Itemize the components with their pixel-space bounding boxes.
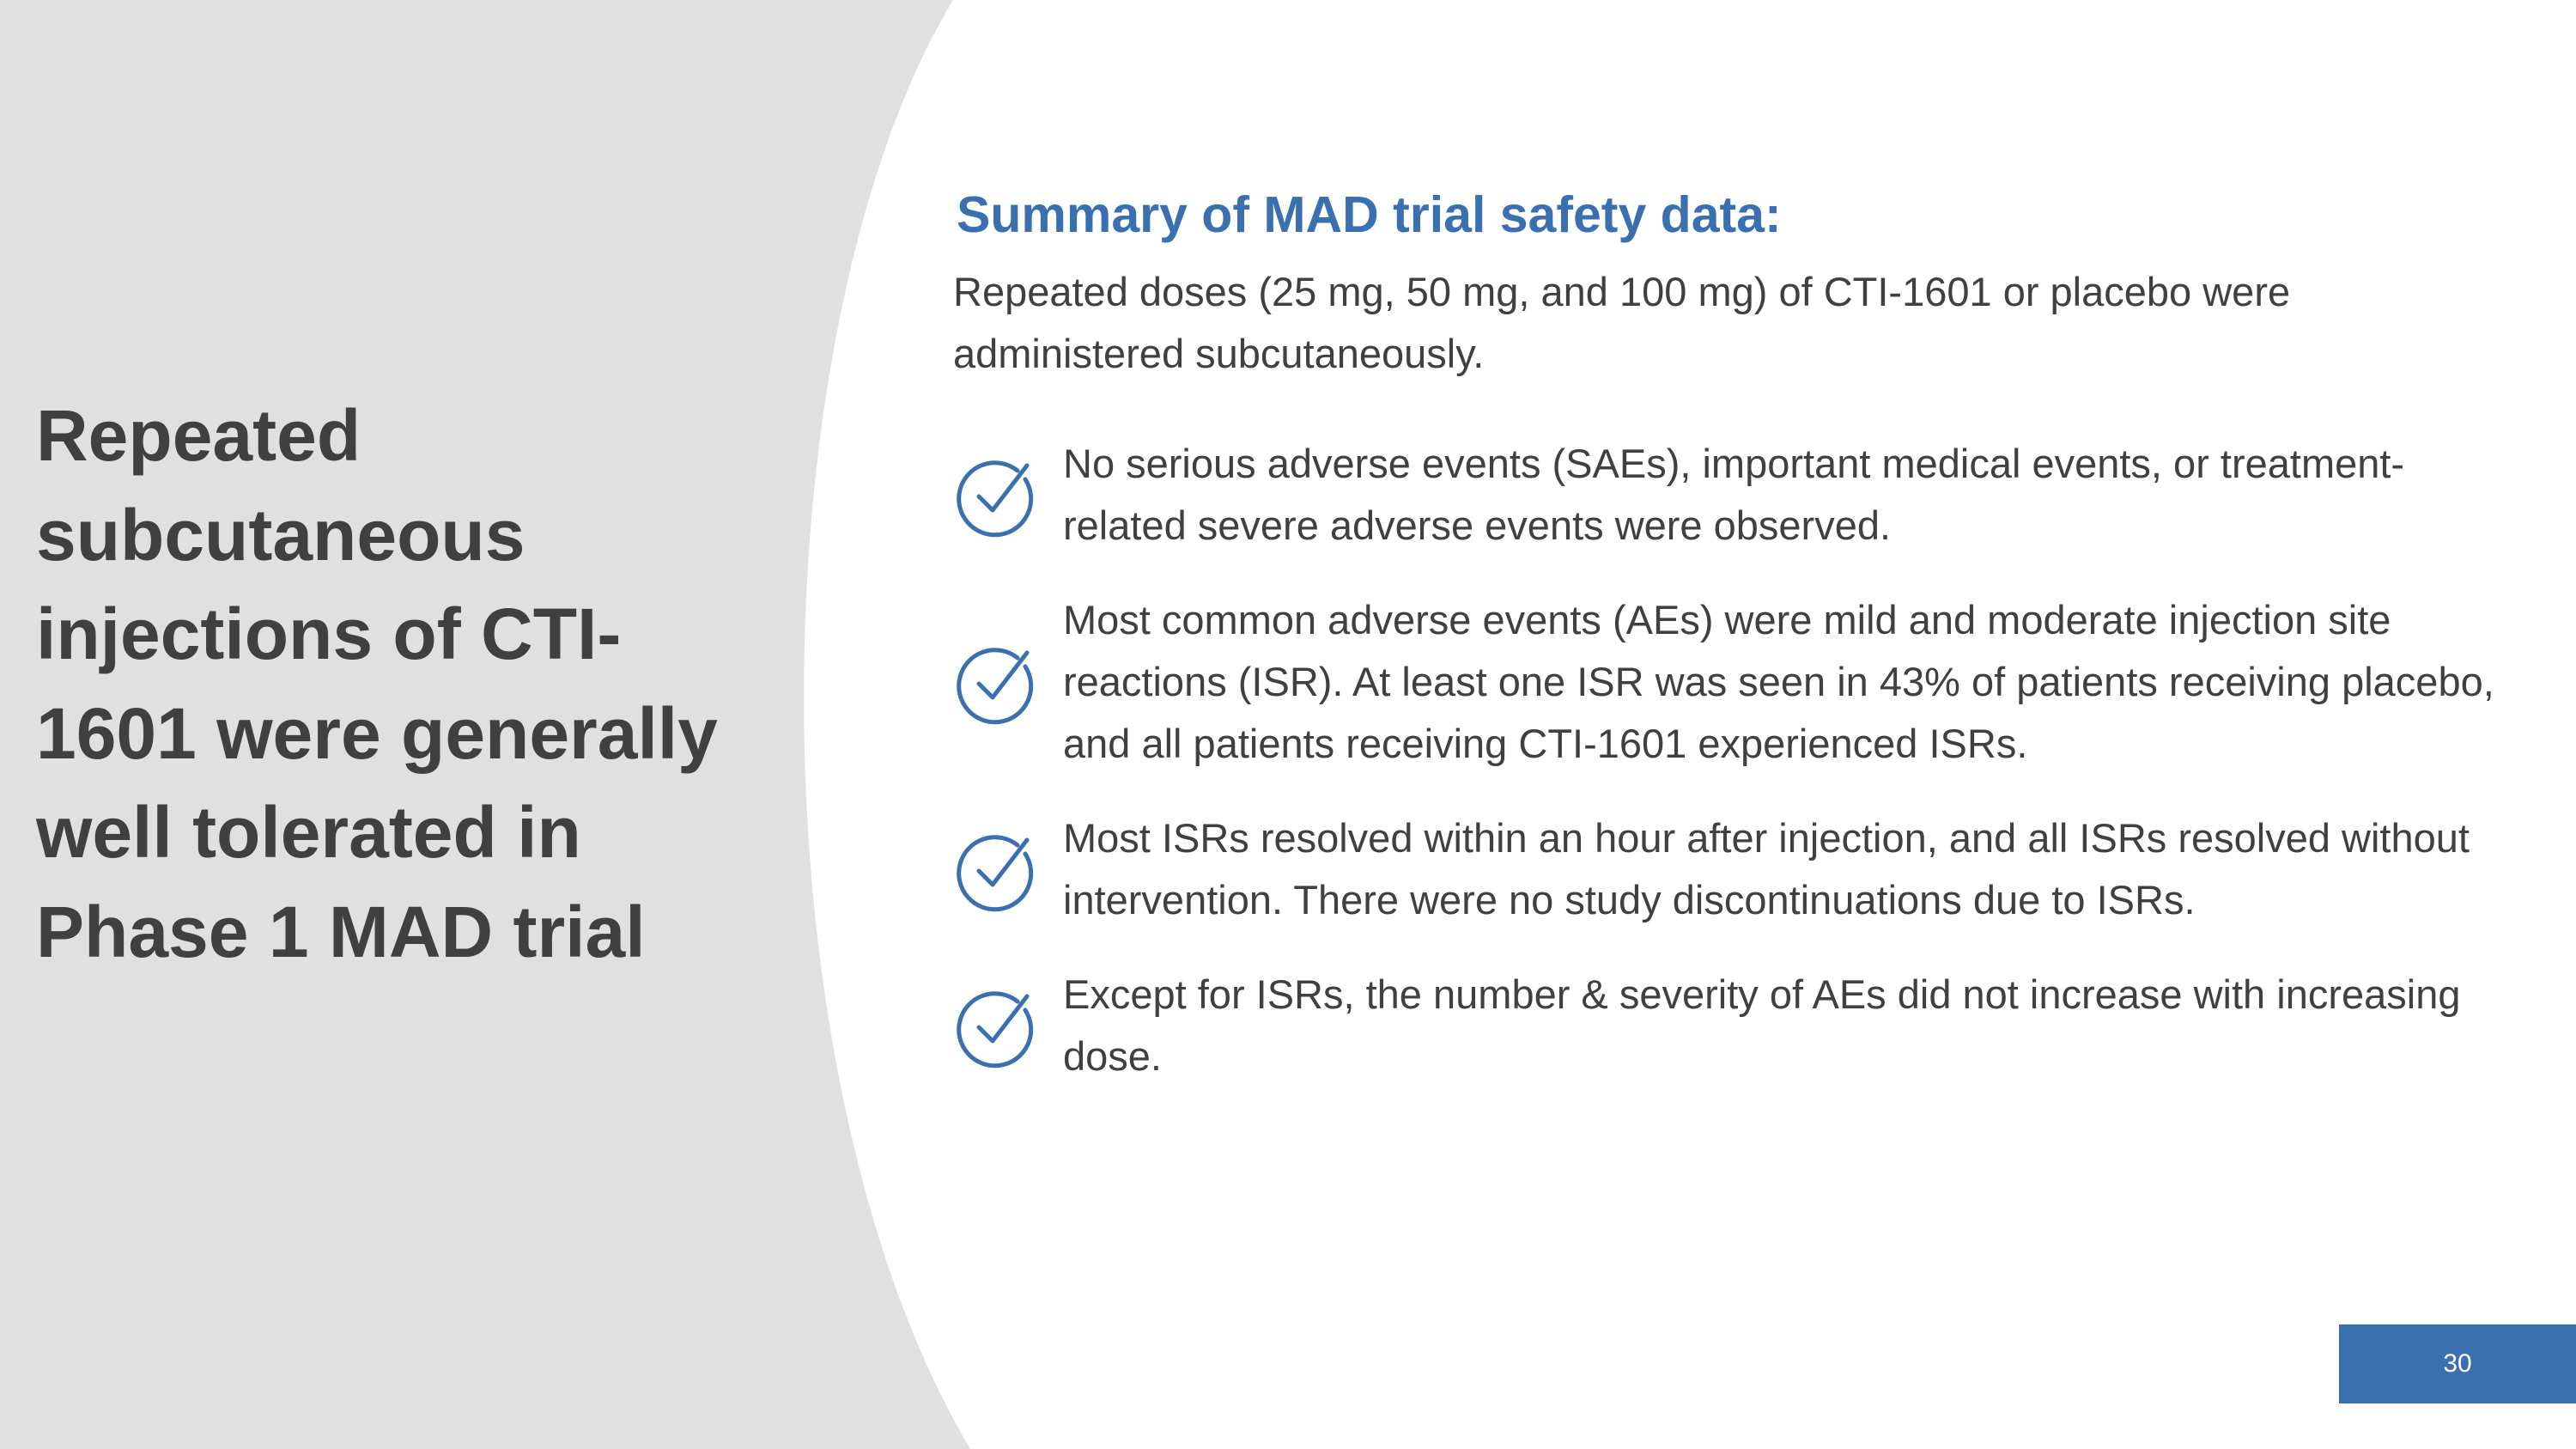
bullet-text: Most ISRs resolved within an hour after injection, and all ISRs resolved without intervention. There were no study discontinuations due to ISRs.: [1063, 815, 2470, 922]
check-circle-icon: [953, 641, 1039, 727]
bullet-item: [953, 589, 2499, 775]
section-title: Summary of MAD trial safety data:: [957, 186, 1782, 243]
content-area: [953, 180, 2499, 1120]
check-circle-icon: [953, 454, 1039, 539]
bullet-text: Most common adverse events (AEs) were mild and moderate injection site reactions (ISR). At least one ISR was seen in 43% of patients receiving placebo, and all patients receiving CTI-1601 experienced ISRs.: [1063, 597, 2494, 766]
safety-bullet-list: [953, 433, 2499, 1087]
check-circle-icon: [953, 984, 1039, 1070]
bullet-item: [953, 433, 2499, 557]
bullet-item: [953, 807, 2499, 931]
bullet-item: [953, 964, 2499, 1087]
intro-paragraph: Repeated doses (25 mg, 50 mg, and 100 mg) of CTI-1601 or placebo were administered subcutaneously.: [953, 269, 2291, 376]
slide-headline: Repeated subcutaneous injections of CTI-1601 were generally well tolerated in Phase 1 MAD trial: [36, 395, 718, 972]
check-circle-icon: [953, 828, 1039, 914]
page-number: 30: [2339, 1324, 2576, 1403]
bullet-text: No serious adverse events (SAEs), important medical events, or treatment-related severe adverse events were observed.: [1063, 441, 2405, 548]
bullet-text: Except for ISRs, the number & severity of AEs did not increase with increasing dose.: [1063, 971, 2461, 1079]
